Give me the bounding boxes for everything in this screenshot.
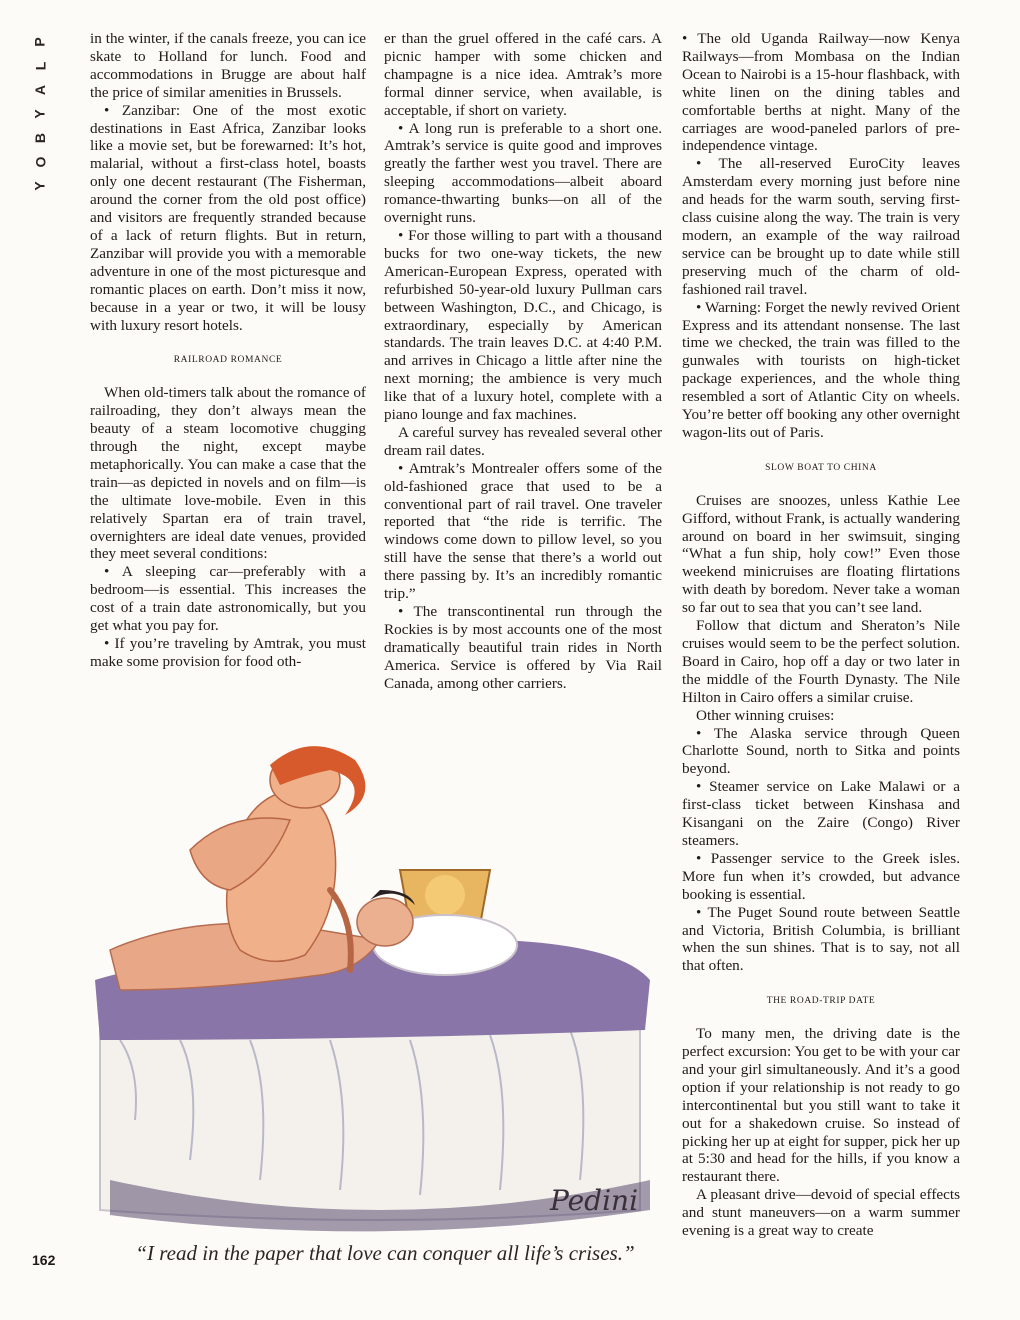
cartoon-illustration [80,740,665,1240]
brand-letter: A [32,84,48,96]
paragraph: • The all-reserved EuroCity leaves Amsterdam every morning just before nine and heads for the warm south, serving first-class cuisine along the way. The train is very modern, an example of the way railroad service can be brought up to date while still preserving much of the charm of old-fashioned rail travel. [682,155,960,298]
paragraph: • The transcontinental run through the Rockies is by most accounts one of the most dramatically beautiful train rides in North America. Service is offered by Via Rail Canada, among other carriers. [384,603,662,692]
brand-letter: P [32,37,48,47]
paragraph: • The Alaska service through Queen Charlotte Sound, north to Sitka and points beyond. [682,724,960,778]
paragraph: • A sleeping car—preferably with a bedroom—is essential. This increases the cost of a train date astronomically, but you get what you pay for. [90,563,366,635]
paragraph: in the winter, if the canals freeze, you can ice skate to Holland for lunch. Food and accommodations in Brugge are about half the price of similar amenities in Brussels. [90,30,366,101]
section-heading: THE ROAD-TRIP DATE [766,996,876,1007]
brand-letter: O [31,156,48,168]
brand-letter: B [32,132,48,144]
cartoon-caption: “I read in the paper that love can conquer all life’s crises.” [135,1241,635,1265]
artist-signature: Pedini [550,1184,639,1217]
article-column-2 [384,30,662,693]
paragraph: • Steamer service on Lake Malawi or a first-class ticket between Kinshasa and Kisangani on the Zaire (Congo) River steamers. [682,778,960,849]
paragraph: • Warning: Forget the newly revived Orient Express and its attendant nonsense. The last time we checked, the train was filled to the gunwales with tourists on high-ticket package experiences, and the whole thing resembled a sort of Atlantic City on wheels. You’re better off booking any other overnight wagon-lits out of Paris. [682,298,960,441]
paragraph: • The old Uganda Railway—now Kenya Railways—from Mombasa on the Indian Ocean to Nairobi is a 15-hour flashback, with white linen on the dining tables and comfortable berths at night. Many of the carriages are wood-paneled parlors of pre-independence vintage. [682,30,960,155]
article-column-1 [90,30,366,671]
brand-letter: Y [32,181,48,191]
paragraph: When old-timers talk about the romance of railroading, they don’t always mean the beauty of a steam locomotive chugging through the night, except maybe metaphorically. You can make a case that the train—as depicted in novels and on film—is the ultimate love-mobile. Even in this relatively Spartan era of train travel, overnighters are ideal date venues, provided they meet several conditions: [90,384,366,563]
paragraph: • Zanzibar: One of the most exotic destinations in East Africa, Zanzibar looks like a movie set, but be forewarned: It’s hot, malarial, without a first-class hotel, boasts only one decent restaurant (The Fisherman, around the corner from the old post office) and visitors are frequently stranded because of a lack of return flights. But in return, Zanzibar will provide you with a memorable adventure in one of the most picturesque and romantic places on earth. Don’t miss it now, because in a year or two, it will be lousy with luxury resort hotels. [90,101,366,334]
paragraph: • Amtrak’s Montrealer offers some of the old-fashioned grace that used to be a conventional part of rail travel. One traveler reported that “the ride is terrific. The windows come down to pillow level, so you still have the sense that there’s a world out there passing by. It’s an incredibly romantic trip.” [384,459,662,603]
paragraph: • For those willing to part with a thousand bucks for two one-way tickets, the new American-European Express, operated with refurbished 50-year-old luxury Pullman cars between Washington, D.C., and Chicago, is extraordinary, especially by American standards. The train leaves D.C. at 4:40 P.M. and arrives in Chicago a little after nine the next morning; the ambience is very much like that of a luxury hotel, complete with a piano lounge and fax machines. [384,226,662,424]
paragraph: er than the gruel offered in the café cars. A picnic hamper with some chicken and champagne is a nice idea. Amtrak’s more formal dinner service, when available, is acceptable, if short on variety. [384,30,662,119]
paragraph: A pleasant drive—devoid of special effects and stunt maneuvers—on a warm summer evening is a great way to create [682,1186,960,1240]
paragraph: Other winning cruises: [696,706,835,724]
paragraph: • If you’re traveling by Amtrak, you must make some provision for food oth- [90,635,366,670]
magazine-brand-vertical [30,30,50,198]
section-heading: SLOW BOAT TO CHINA [765,462,877,473]
paragraph: • The Puget Sound route between Seattle and Victoria, British Columbia, is brilliant when the sun shines. That is to say, not all that often. [682,903,960,975]
paragraph: Cruises are snoozes, unless Kathie Lee Gifford, without Frank, is actually wandering around on board in her swimsuit, singing “What a fun ship, holy cow!” Even those weekend minicruises are floating flirtations with death by boredom. Never take a woman so far out to sea that you can’t see land. [682,491,960,617]
paragraph: A careful survey has revealed several other dream rail dates. [384,423,662,459]
section-heading: RAILROAD ROMANCE [173,355,283,366]
paragraph: To many men, the driving date is the perfect excursion: You get to be with your car and your girl simultaneously. And it’s a good option if your relationship is not ready to go intercontinental but you still want to take it out for a shakedown cruise. So instead of picking her up at eight for supper, pick her up at 5:30 and head for the hills, if you know a restaurant there. [682,1025,960,1186]
brand-letter: L [32,61,48,71]
brand-letter: Y [32,109,48,119]
article-column-3 [682,30,960,1240]
paragraph: • A long run is preferable to a short one. Amtrak’s service is quite good and improves greatly the farther west you travel. There are sleeping accommodations—albeit aboard romance-thwarting bunks—on all of the overnight runs. [384,119,662,227]
paragraph: • Passenger service to the Greek isles. More fun when it’s crowded, but advance booking is essential. [682,849,960,903]
paragraph: Follow that dictum and Sheraton’s Nile cruises would seem to be the perfect solution. Board in Cairo, hop off a day or two later in the middle of the Fourth Dynasty. The Nile Hilton in Cairo offers a similar cruise. [682,617,960,706]
page-number: 162 [32,1252,56,1268]
